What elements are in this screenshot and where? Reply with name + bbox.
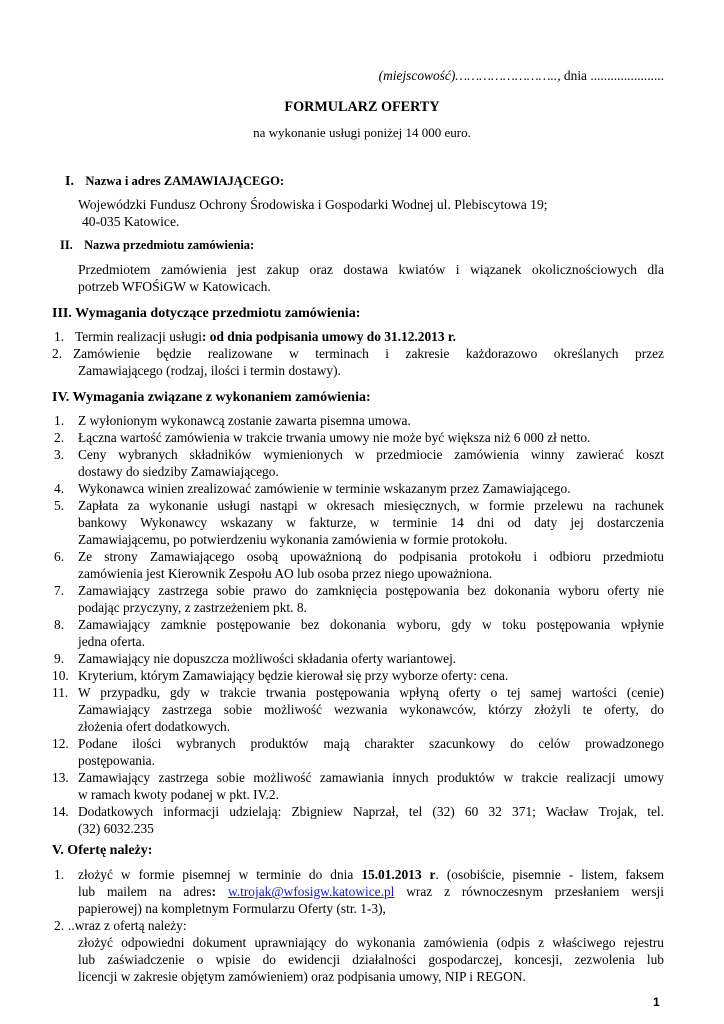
- section-4-item-number: 3.: [54, 447, 65, 462]
- section-4-item-number: 4.: [54, 481, 65, 496]
- section-1-line-2: 40-035 Katowice.: [82, 214, 180, 229]
- section-4-item-line: W przypadku, gdy w trakcie trwania postępowania wpłyną oferty o tej samej wartości (cenie): [78, 685, 664, 700]
- section-5-item-1-line-2-a: lub mailem na adres: [78, 884, 212, 899]
- section-4-item-line: Zamawiający zastrzega sobie możliwość zamawiania innych produktów w trakcie realizacji umowy: [78, 770, 664, 785]
- section-2-numeral: II.: [60, 238, 73, 252]
- section-4-item-line: jedna oferta.: [78, 634, 145, 649]
- section-1-title: Nazwa i adres ZAMAWIAJĄCEGO:: [85, 174, 285, 188]
- section-4-item-line: Wykonawca winien zrealizować zamówienie w terminie wskazanym przez Zamawiającego.: [78, 481, 571, 496]
- place-date-line: [379, 67, 664, 84]
- section-4-item-line: postępowania.: [78, 753, 155, 768]
- section-5-item-1-line-2-b: wraz z równoczesnym przesłaniem wersji: [394, 884, 664, 899]
- section-4-item-number: 10.: [52, 668, 69, 683]
- section-4-item-line: Zamawiający zastrzega sobie prawo do zamknięcia postępowania bez dokonania wyboru oferty nie: [78, 583, 664, 598]
- section-5-item-1-deadline: 15.01.2013 r: [361, 867, 436, 882]
- section-2-line-2: potrzeb WFOŚiGW w Katowicach.: [78, 279, 271, 294]
- section-4-item-number: 6.: [54, 549, 65, 564]
- section-4-item-line: Dodatkowych informacji udzielają: Zbigniew Naprzał, tel (32) 60 32 371; Wacław Trojak, tel.: [78, 804, 664, 819]
- section-4-item-line: Ze strony Zamawiającego osobą upoważnioną do podpisania protokołu i odbioru przedmiotu: [78, 549, 664, 564]
- section-4-item-line: Łączna wartość zamówienia w trakcie trwania umowy nie może być większa niż 6 000 zł netto.: [78, 430, 591, 445]
- section-5-item-2-number: 2.: [54, 918, 65, 933]
- section-5-heading: V. Ofertę należy:: [52, 843, 153, 858]
- section-4-item-number: 9.: [54, 651, 65, 666]
- place-dots: ……………………..: [455, 68, 558, 83]
- section-4-item-line: podając przyczyny, z zastrzeżeniem pkt. 8.: [78, 600, 307, 615]
- section-4-item-line: Zamawiający zamknie postępowanie bez dokonania wyboru, gdy w toku postępowania wpłynie: [78, 617, 664, 632]
- section-4-item-line: Zapłata za wykonanie usługi nastąpi w okresach miesięcznych, w formie przelewu na rachunek: [78, 498, 664, 513]
- section-4-item-number: 13.: [52, 770, 69, 785]
- document-subtitle: na wykonanie usługi poniżej 14 000 euro.: [253, 125, 471, 140]
- section-4-item-number: 7.: [54, 583, 65, 598]
- section-5-item-2-line-3: lub zaświadczenie o wpisie do ewidencji działalności gospodarczej, koncesji, zezwolenia lub: [78, 952, 664, 967]
- section-5-item-1-line-3: papierowej) na kompletnym Formularzu Oferty (str. 1-3),: [78, 901, 386, 916]
- date-prefix: , dnia: [557, 68, 591, 83]
- section-5-item-2-line-2: złożyć odpowiedni dokument uprawniający do wykonania zamówienia (odpis z właściwego rejestru: [78, 935, 664, 950]
- section-2-heading: [60, 236, 254, 254]
- section-3-item-1-label: Termin realizacji usługi: [75, 329, 202, 344]
- section-3-item-1-number: 1.: [54, 329, 65, 344]
- section-4-item-line: Z wyłonionym wykonawcą zostanie zawarta pisemna umowa.: [78, 413, 411, 428]
- section-4-item-line: Podane ilości wybranych produktów mają charakter szacunkowy do celów prowadzonego: [78, 736, 664, 751]
- section-3-item-1-text: [75, 328, 456, 345]
- section-3-heading: III. Wymagania dotyczące przedmiotu zamówienia:: [52, 306, 361, 321]
- section-2-line-1: Przedmiotem zamówienia jest zakup oraz dostawa kwiatów i wiązanek okolicznościowych dla: [78, 262, 664, 277]
- section-4-item-number: 14.: [52, 804, 69, 819]
- section-5-item-1-line-2: [78, 883, 664, 900]
- section-4-item-number: 8.: [54, 617, 65, 632]
- section-4-item-line: Ceny wybranych składników wymienionych w przedmiocie zamówienia winny zawierać koszt: [78, 447, 664, 462]
- section-4-item-line: (32) 6032.235: [78, 821, 154, 836]
- section-2-title: Nazwa przedmiotu zamówienia:: [84, 238, 255, 252]
- page-number: 1: [653, 995, 660, 1009]
- section-4-item-line: bankowy Wykonawcy wskazany w fakturze, w terminie 14 dni od daty jej dostarczenia: [78, 515, 664, 530]
- section-1-heading: [65, 172, 284, 190]
- section-5-item-1-line-1: [78, 866, 664, 883]
- date-dots: ......................: [590, 68, 664, 83]
- section-1-numeral: I.: [65, 174, 74, 189]
- document-title: FORMULARZ OFERTY: [284, 99, 440, 115]
- section-5-item-1-number: 1.: [54, 867, 65, 882]
- section-4-item-line: zamówienia jest Kierownik Zespołu AO lub osoba przez niego upoważniona.: [78, 566, 493, 581]
- section-3-item-1-term: : od dnia podpisania umowy do 31.12.2013 r.: [201, 329, 456, 344]
- section-3-item-2-number: 2.: [52, 346, 63, 361]
- section-5-item-2-line-1: ..wraz z ofertą należy:: [68, 918, 187, 933]
- section-5-item-1-text-b: . (osobiście, pisemnie - listem, faksem: [435, 867, 665, 882]
- section-4-item-line: Zamawiającemu, po potwierdzeniu wykonania zamówienia w formie protokołu.: [78, 532, 508, 547]
- section-5-item-2-line-4: licencji w zakresie objętym zamówieniem) oraz podpisania umowy, NIP i REGON.: [78, 969, 526, 984]
- section-4-item-number: 12.: [52, 736, 69, 751]
- section-4-item-number: 2.: [54, 430, 65, 445]
- place-label: (miejscowość): [378, 68, 456, 83]
- section-4-heading: IV. Wymagania związane z wykonaniem zamówienia:: [52, 390, 371, 405]
- email-link[interactable]: w.trojak@wfosigw.katowice.pl: [227, 884, 395, 899]
- section-3-item-2-line-1: Zamówienie będzie realizowane w terminach i zakresie każdorazowo określanych przez: [73, 346, 664, 361]
- section-4-item-number: 11.: [52, 685, 69, 700]
- section-4-item-line: Kryterium, którym Zamawiający będzie kierował się przy wyborze oferty: cena.: [78, 668, 509, 683]
- section-4-item-line: w ramach kwoty podanej w pkt. IV.2.: [78, 787, 279, 802]
- section-4-item-number: 1.: [54, 413, 65, 428]
- section-4-item-line: Zamawiający nie dopuszcza możliwości składania oferty wariantowej.: [78, 651, 457, 666]
- section-4-item-line: Zamawiający zastrzega sobie możliwość wezwania wykonawców, którzy złożyli te oferty, do: [78, 702, 664, 717]
- section-5-item-1-colon: :: [211, 884, 228, 899]
- section-5-item-1-text-a: złożyć w formie pisemnej w terminie do dnia: [78, 867, 362, 882]
- section-1-line-1: Wojewódzki Fundusz Ochrony Środowiska i Gospodarki Wodnej ul. Plebiscytowa 19;: [78, 197, 548, 212]
- section-4-item-line: dostawy do siedziby Zamawiającego.: [78, 464, 279, 479]
- section-4-item-number: 5.: [54, 498, 65, 513]
- section-3-item-2-line-2: Zamawiającego (rodzaj, ilości i termin dostawy).: [78, 363, 341, 378]
- section-4-item-line: złożenia ofert dodatkowych.: [78, 719, 231, 734]
